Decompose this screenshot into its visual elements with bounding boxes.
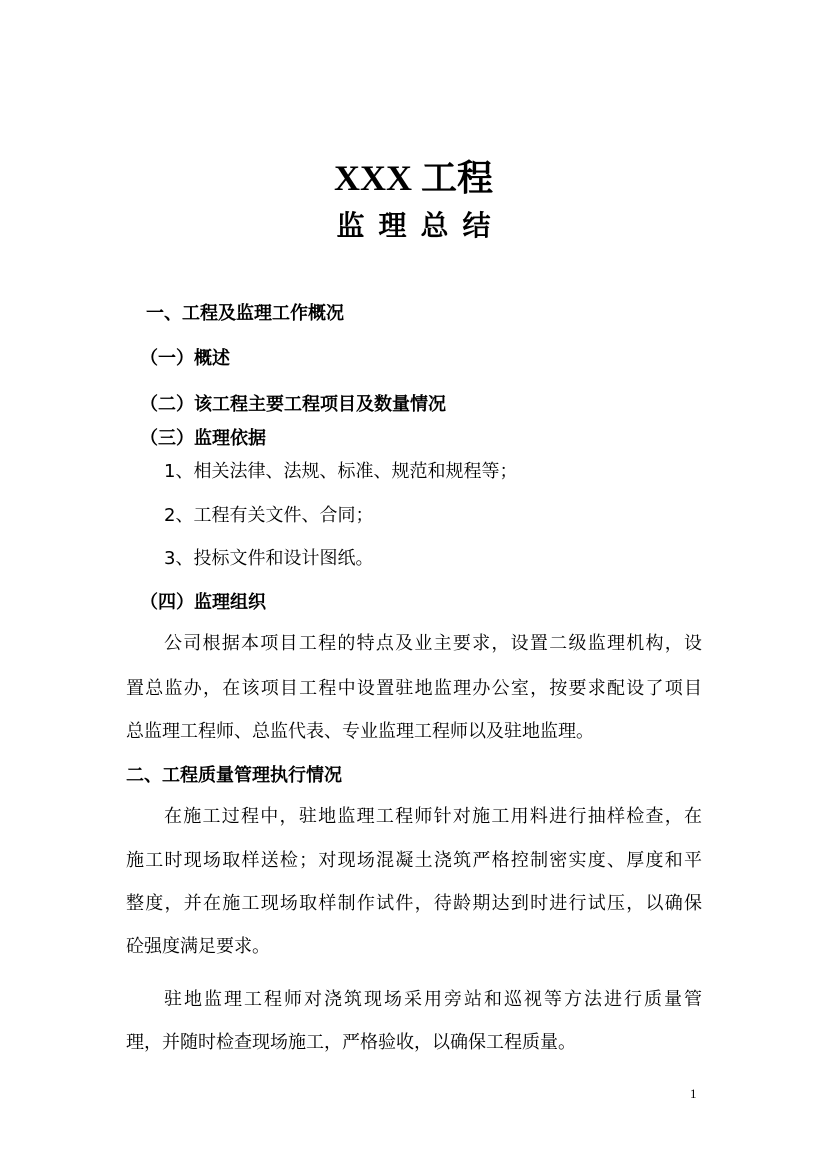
subheading-project-items: （二）该工程主要工程项目及数量情况 xyxy=(140,394,446,415)
paragraph-line: 砼强度满足要求。 xyxy=(126,936,270,957)
basis-item: 1、相关法律、法规、标准、规范和规程等； xyxy=(164,461,518,482)
subheading-basis: （三）监理依据 xyxy=(140,428,266,449)
page-number: 1 xyxy=(690,1086,697,1101)
subheading-summary: （一）概述 xyxy=(140,348,230,369)
basis-item: 3、投标文件和设计图纸。 xyxy=(164,548,374,569)
paragraph-line: 置总监办，在该项目工程中设置驻地监理办公室，按要求配设了项目 xyxy=(126,678,702,699)
paragraph-line: 总监理工程师、总监代表、专业监理工程师以及驻地监理。 xyxy=(126,721,594,742)
paragraph-line: 公司根据本项目工程的特点及业主要求，设置二级监理机构，设 xyxy=(164,633,702,654)
document-subtitle: 监理总结 xyxy=(336,209,505,242)
section-heading-overview: 一、工程及监理工作概况 xyxy=(146,303,344,324)
basis-item: 2、工程有关文件、合同； xyxy=(164,505,374,526)
paragraph-line: 理，并随时检查现场施工，严格验收，以确保工程质量。 xyxy=(126,1032,576,1053)
subheading-organization: （四）监理组织 xyxy=(140,592,266,613)
section-heading-quality: 二、工程质量管理执行情况 xyxy=(126,765,342,786)
paragraph-line: 驻地监理工程师对浇筑现场采用旁站和巡视等方法进行质量管 xyxy=(164,989,702,1010)
paragraph-line: 整度，并在施工现场取样制作试件，待龄期达到时进行试压，以确保 xyxy=(126,893,702,914)
paragraph-line: 在施工过程中，驻地监理工程师针对施工用料进行抽样检查，在 xyxy=(164,806,702,827)
paragraph-line: 施工时现场取样送检；对现场混凝土浇筑严格控制密实度、厚度和平 xyxy=(126,850,702,871)
document-title: XXX 工程 xyxy=(334,158,493,198)
